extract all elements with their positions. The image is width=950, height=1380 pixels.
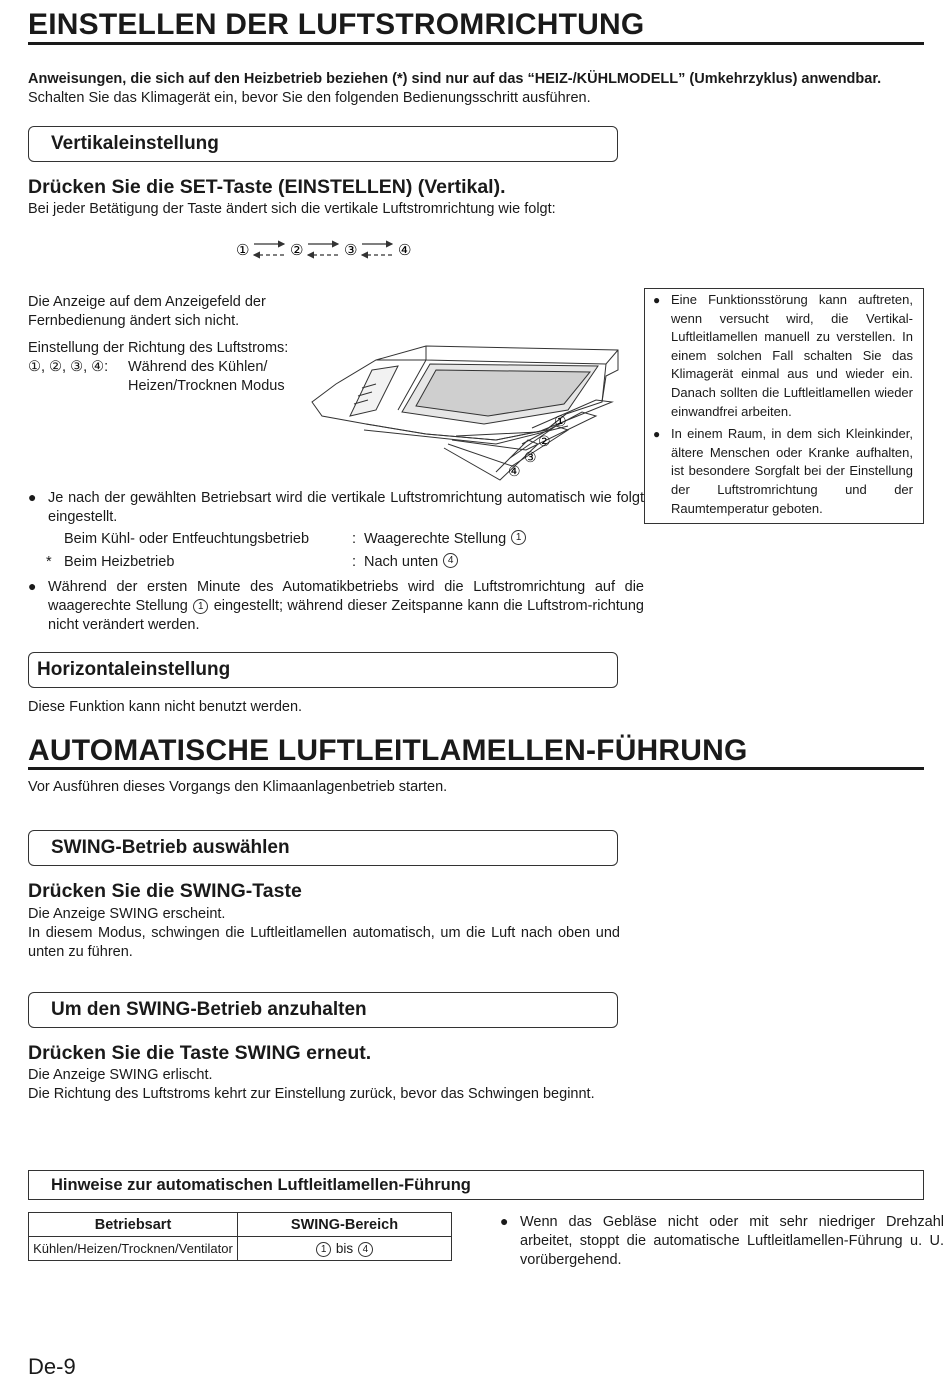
setting-positions: ①, ②, ③, ④:: [28, 359, 109, 375]
intro-block: [28, 70, 928, 108]
swing-intro: Vor Ausführen dieses Vorgangs den Klimaanlagenbetrieb starten.: [28, 779, 448, 795]
direction-rows: [46, 530, 606, 572]
range-word: bis: [335, 1240, 354, 1256]
box-swing-select: SWING-Betrieb auswählen: [28, 830, 618, 866]
airflow-label-4: ④: [508, 464, 521, 480]
direction-row-heat: [46, 553, 606, 572]
cassette-body: [312, 346, 618, 444]
heat-asterisk: *: [46, 554, 52, 570]
swing-select-text: [28, 905, 620, 962]
box-hints: Hinweise zur automatischen Luftleitlamellen-Führung: [28, 1170, 924, 1200]
swing-select-heading: Drücken Sie die SWING-Taste: [28, 880, 302, 902]
direction-row-heat-pos: 4: [443, 553, 458, 568]
setting-block: [28, 339, 318, 396]
intro-text: Schalten Sie das Klimagerät ein, bevor Sie den folgenden Bedienungsschritt ausführen.: [28, 90, 591, 106]
display-note: [28, 293, 266, 331]
swing-stop-text: [28, 1066, 620, 1104]
caution-note-2: ● In einem Raum, in dem sich Kleinkinder, ältere Menschen oder Kranke aufhalten, ist besondere Sorgfalt bei der Einstellung der Luftstromrichtung und der Raumtemperatur geboten.: [653, 425, 913, 518]
swing-stop-line1: Die Anzeige SWING erlischt.: [28, 1067, 213, 1083]
swing-select-line1: Die Anzeige SWING erscheint.: [28, 906, 226, 922]
sequence-diagram: [230, 236, 420, 262]
seq-step-2: ②: [290, 241, 304, 259]
direction-row-cool-label: Beim Kühl- oder Entfeuchtungsbetrieb: [64, 531, 310, 547]
display-note-line2: Fernbedienung ändert sich nicht.: [28, 313, 240, 329]
direction-row-cool-pos: 1: [511, 530, 526, 545]
table-row: [29, 1237, 452, 1261]
first-minute-pos: 1: [193, 599, 208, 614]
hints-note: ● Wenn das Gebläse nicht oder mit sehr niedriger Drehzahl arbeitet, stoppt die automatische Luftleitlamellen-Führung u. U. vorübergehend.: [500, 1212, 944, 1270]
title-rule-2: [28, 767, 924, 770]
range-to: 4: [358, 1242, 373, 1257]
setting-mode-1: Während des Kühlen/: [128, 359, 268, 375]
intro-bold: Anweisungen, die sich auf den Heizbetrieb beziehen (*) sind nur auf das “HEIZ-/KÜHLMODELL” (Umkehrzyklus) anwendbar.: [28, 71, 882, 87]
direction-row-heat-label: Beim Heizbetrieb: [64, 554, 175, 570]
direction-row-heat-colon: :: [352, 554, 357, 570]
airflow-label-3: ③: [524, 450, 537, 466]
vertical-heading: Drücken Sie die SET-Taste (EINSTELLEN) (Vertikal).: [28, 176, 506, 198]
caution-note-1: ● Eine Funktionsstörung kann auftreten, wenn versucht wird, die Vertikal-Luftleitlamellen manuell zu verstellen. In einem solchen Fall schalten Sie das Klimagerät einmal aus und wieder ein. Danach sollten die Luftleitlamellen wieder einwandfrei arbeiten.: [653, 291, 913, 421]
box-vertical: Vertikaleinstellung: [28, 126, 618, 162]
airflow-label-1: ①: [554, 414, 567, 430]
table-header-mode: Betriebsart: [29, 1213, 238, 1237]
table-cell-range: [238, 1237, 452, 1261]
first-minute-text-b: eingestellt; während dieser Zeitspanne kann die Luftstrom-richtung nicht verändert werden.: [48, 598, 644, 633]
swing-stop-heading: Drücken Sie die Taste SWING erneut.: [28, 1042, 372, 1064]
setting-label: Einstellung der Richtung des Luftstroms:: [28, 340, 289, 356]
title-rule: [28, 42, 924, 45]
auto-first-minute-bullet: [28, 577, 644, 635]
page-number: De-9: [28, 1354, 76, 1379]
cassette-illustration: [306, 340, 626, 485]
seq-step-1: ①: [236, 241, 250, 259]
display-note-line1: Die Anzeige auf dem Anzeigefeld der: [28, 294, 266, 310]
direction-row-cool-colon: :: [352, 531, 357, 547]
vertical-text: Bei jeder Betätigung der Taste ändert sich die vertikale Luftstromrichtung wie folgt:: [28, 201, 556, 217]
seq-step-3: ③: [344, 241, 358, 259]
caution-notes-box: [644, 288, 924, 524]
swing-range-table: [28, 1212, 452, 1261]
box-swing-stop: Um den SWING-Betrieb anzuhalten: [28, 992, 618, 1028]
range-from: 1: [316, 1242, 331, 1257]
airflow-label-2: ②: [538, 434, 551, 450]
setting-mode-2: Heizen/Trocknen Modus: [128, 378, 285, 394]
horizontal-text: Diese Funktion kann nicht benutzt werden.: [28, 699, 303, 715]
swing-select-line2: In diesem Modus, schwingen die Luftleitlamellen automatisch, um die Luft nach oben und unten zu führen.: [28, 925, 620, 960]
direction-row-cool: [46, 530, 606, 549]
swing-stop-line2: Die Richtung des Luftstroms kehrt zur Einstellung zurück, bevor das Schwingen beginnt.: [28, 1086, 595, 1102]
section-title-airflow: EINSTELLEN DER LUFTSTROMRICHTUNG: [28, 8, 645, 41]
section-title-swing: AUTOMATISCHE LUFTLEITLAMELLEN-FÜHRUNG: [28, 734, 748, 767]
box-horizontal: Horizontaleinstellung: [28, 652, 618, 688]
table-header-range: SWING-Bereich: [238, 1213, 452, 1237]
table-cell-mode: Kühlen/Heizen/Trocknen/Ventilator: [29, 1237, 238, 1261]
direction-row-cool-value: Waagerechte Stellung: [364, 531, 507, 547]
auto-direction-bullet: ● Je nach der gewählten Betriebsart wird die vertikale Luftstromrichtung automatisch wie folgt eingestellt.: [28, 488, 644, 527]
seq-step-4: ④: [398, 241, 412, 259]
sequence-arrows: [254, 244, 392, 255]
direction-row-heat-value: Nach unten: [364, 554, 439, 570]
first-minute-text-a: Während der ersten Minute des Automatikbetriebs wird die Luftstromrichtung auf die waagerechte Stellung: [48, 579, 644, 614]
